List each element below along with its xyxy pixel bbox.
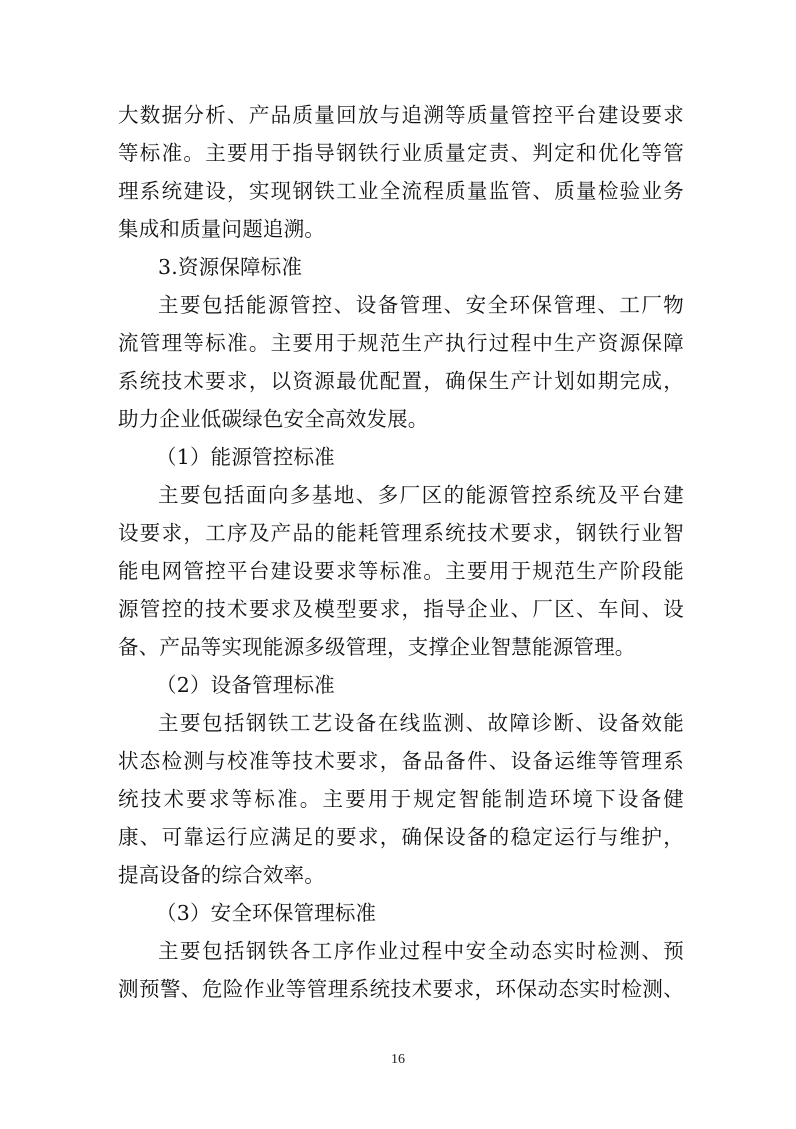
subsection-heading: （3）安全环保管理标准 [156,901,377,925]
body-line: 等标准。主要用于指导钢铁行业质量定责、判定和优化等管 [118,141,684,165]
body-line: 测预警、危险作业等管理系统技术要求，环保动态实时检测、 [118,977,684,1001]
body-line: 大数据分析、产品质量回放与追溯等质量管控平台建设要求 [118,103,684,127]
body-line: 能电网管控平台建设要求等标准。主要用于规范生产阶段能 [118,559,684,583]
body-line: 主要包括钢铁工艺设备在线监测、故障诊断、设备效能 [158,711,684,735]
page-number: 16 [391,1052,405,1067]
body-line: 主要包括能源管控、设备管理、安全环保管理、工厂物 [158,293,684,317]
body-line: 流管理等标准。主要用于规范生产执行过程中生产资源保障 [118,331,684,355]
body-line: 康、可靠运行应满足的要求，确保设备的稳定运行与维护， [118,825,684,849]
body-line: 集成和质量问题追溯。 [118,217,325,241]
body-line: 主要包括钢铁各工序作业过程中安全动态实时检测、预 [158,939,684,963]
section-heading: 3.资源保障标准 [158,255,303,279]
subsection-heading: （2）设备管理标准 [156,673,335,697]
body-line: 设要求，工序及产品的能耗管理系统技术要求，钢铁行业智 [118,521,684,545]
body-line: 系统技术要求，以资源最优配置，确保生产计划如期完成， [118,369,684,393]
body-line: 状态检测与校准等技术要求，备品备件、设备运维等管理系 [118,749,684,773]
document-body [118,96,684,1008]
subsection-heading: （1）能源管控标准 [156,445,335,469]
body-line: 提高设备的综合效率。 [118,863,325,887]
body-line: 备、产品等实现能源多级管理，支撑企业智慧能源管理。 [118,635,636,659]
body-line: 主要包括面向多基地、多厂区的能源管控系统及平台建 [158,483,684,507]
body-line: 源管控的技术要求及模型要求，指导企业、厂区、车间、设 [118,597,684,621]
body-line: 统技术要求等标准。主要用于规定智能制造环境下设备健 [118,787,684,811]
body-line: 理系统建设，实现钢铁工业全流程质量监管、质量检验业务 [118,179,684,203]
body-line: 助力企业低碳绿色安全高效发展。 [118,407,429,431]
